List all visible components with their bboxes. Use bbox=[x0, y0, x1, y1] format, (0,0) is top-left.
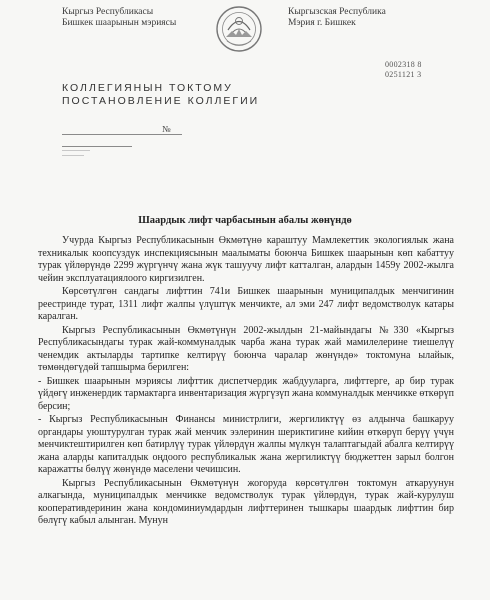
body-paragraph: Кыргыз Республикасынын Өкмөтүнүн 2002-жылдын 21-майындагы №330 «Кыргыз Республикасындагы турак жай-коммуналдык чарба жана турак жай мамилелерине тиешелүү ченемдик актыларды тартипке келтирүү боюнча чаралар жөнүндө» токтомуна ылайык, төмөндөгүдөй тапшырма берилген: bbox=[38, 324, 454, 373]
decree-heading-russian: ПОСТАНОВЛЕНИЕ КОЛЛЕГИИ bbox=[62, 95, 260, 107]
document-title: Шаардык лифт чарбасынын абалы жөнүндө bbox=[138, 215, 352, 226]
header-right bbox=[288, 7, 386, 29]
document-body bbox=[38, 235, 454, 529]
registration-numbers bbox=[385, 60, 422, 79]
decree-heading-kyrgyz: КОЛЛЕГИЯНЫН ТОКТОМУ bbox=[62, 82, 233, 94]
registration-number-2: 0251121 3 bbox=[385, 69, 422, 79]
header-left-line-1: Кыргыз Республикасы bbox=[62, 7, 154, 17]
body-paragraph: Көрсөтүлгөн сандагы лифттин 741и Бишкек шаарынын муниципалдык менчигинин реестринде турат, 1311 лифт жалпы үлүштүк менчикте, ал эми 247 лифт ведомстволук катары каралган. bbox=[38, 286, 454, 322]
date-fill-line bbox=[62, 134, 182, 135]
place-fill-line bbox=[62, 146, 132, 147]
faint-mark bbox=[62, 150, 90, 151]
number-sign: № bbox=[162, 124, 171, 134]
body-paragraph: Кыргыз Республикасынын Өкмөтүнүн жогоруда көрсөтүлгөн токтомун аткаруунун алкагында, муниципалдык менчикке ведомстволук турак үйлөрдүн, турак жай-курулуш кооперативдеринин жана кондоминиумдардын лифттеринен тышкары шаардык лифттин бир бөлүгү кабыл алынган. Мунун bbox=[38, 477, 454, 526]
header-left-line-2: Бишкек шаарынын мэриясы bbox=[62, 18, 177, 28]
header-right-line-1: Кыргызская Республика bbox=[288, 7, 386, 17]
header-right-line-2: Мэрия г. Бишкек bbox=[288, 18, 356, 28]
faint-mark bbox=[62, 155, 84, 156]
decree-heading bbox=[62, 82, 259, 108]
body-paragraph: - Бишкек шаарынын мэриясы лифттик диспетчердик жабдууларга, лифттерге, ар бир турак үйдөгү инженердик тармактарга инвентаризация жүргүзүп жана коммуналдык менчикке өткөрүп берсин; bbox=[38, 375, 455, 412]
body-paragraph: - Кыргыз Республикасынын Финансы министрлиги, жергиликтүү өз алдынча башкаруу органдары уюштурулган турак жай менчик ээлеринин шериктигине кийин өткөрүп берүү үчүн менчиктештирилген көп батирлүү турак үйлөрдүн жалпы мүлкүн талаптагыдай абалга келтирүү жана аларды капиталдык оңдоого республикалык жана жергиликтүү бюджеттен зарыл болгон каражатты бөлүү жөнүндө маселени чечишсин. bbox=[38, 414, 454, 475]
body-paragraph: Учурда Кыргыз Республикасынын Өкмөтүнө караштуу Мамлекеттик экологиялык жана техникалык коопсуздук инспекциясынын маалыматы боюнча Бишкек шаарынын көп кабаттуу турак үйлөрүндө 2299 жүргүнчү жана жүк ташуучу лифт катталган, алардын 1459у 2002-жылга чейин эксплуатациялоого киргизилген. bbox=[38, 235, 454, 284]
coat-of-arms-icon bbox=[214, 4, 264, 54]
header-left bbox=[62, 7, 176, 29]
registration-number-1: 0002318 8 bbox=[385, 60, 422, 69]
